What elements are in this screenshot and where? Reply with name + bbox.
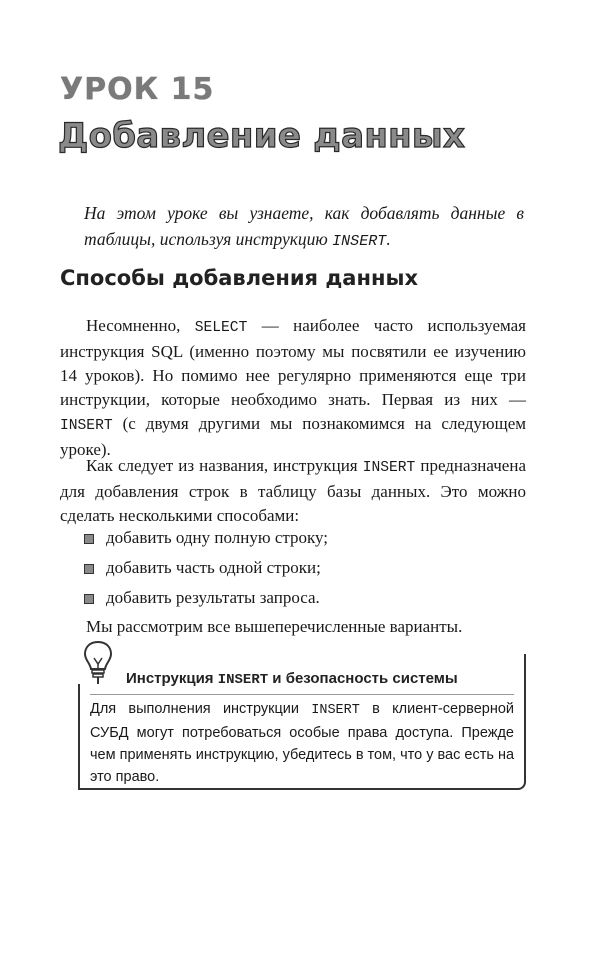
lightbulb-icon [78,638,118,684]
tip-divider [90,694,514,695]
lesson-number: УРОК 15 [60,72,215,107]
list-item: добавить часть одной строки; [84,556,524,586]
square-bullet-icon [84,564,94,574]
list-item: добавить одну полную строку; [84,526,524,556]
square-bullet-icon [84,594,94,604]
tip-text: Для выполнения инструкции INSERT в клиент-серверной СУБД могут потребоваться особые права доступа. Прежде чем применять инструкцию, убедитесь в том, что у вас есть на это право. [90,701,515,785]
list-item: добавить результаты запроса. [84,586,524,616]
body-paragraph-1: Несомненно, SELECT — наиболее часто используемая инструкция SQL (именно поэтому мы посвятили ее изучению 14 уроков). Но помимо нее регулярно применяются еще три инструкции, которые необходимо знать. Первая из них — INSERT (с двумя другими мы познакомимся на следующем уроке). [60,316,526,459]
square-bullet-icon [84,534,94,544]
methods-list [84,526,524,616]
tip-title: Инструкция INSERT и безопасность системы [126,670,458,688]
body-paragraph-3: Мы рассмотрим все вышеперечисленные варианты. [86,617,463,636]
chapter-title: Добавление данных [58,116,466,156]
intro-paragraph: На этом уроке вы узнаете, как добавлять данные в таблицы, используя инструкцию INSERT. [84,203,524,250]
tip-box [78,654,526,790]
section-heading: Способы добавления данных [60,266,419,290]
body-paragraph-2: Как следует из названия, инструкция INSERT предназначена для добавления строк в таблицу базы данных. Это можно сделать несколькими способами: [60,456,526,525]
